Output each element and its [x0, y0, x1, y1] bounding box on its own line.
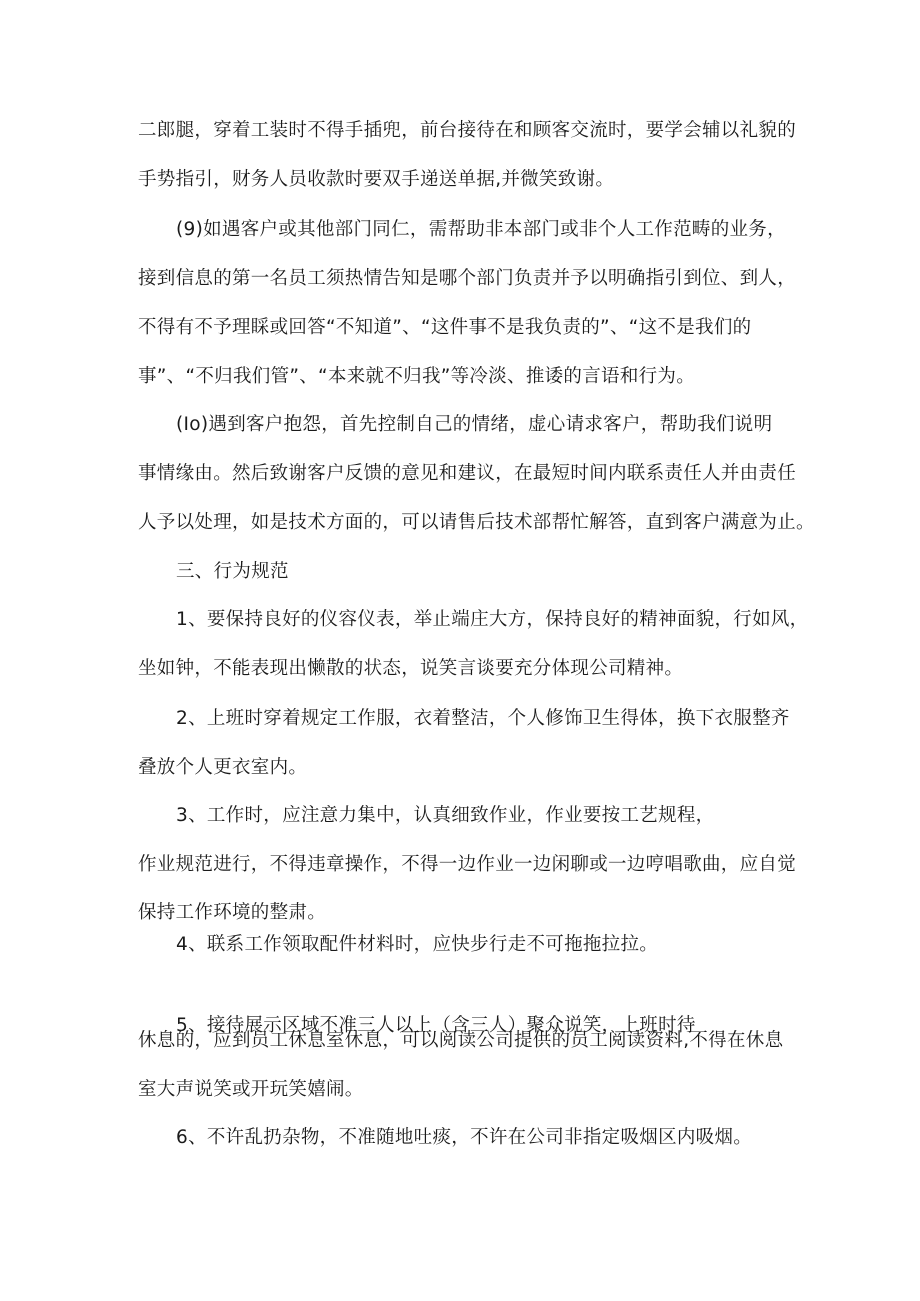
text-line: 接到信息的第一名员工须热情告知是哪个部门负责并予以明确指引到位、到人， — [138, 268, 797, 289]
text-line: 手势指引，财务人员收款时要双手递送单据,并微笑致谢。 — [138, 169, 615, 190]
text-line: 作业规范进行，不得违章操作，不得一边作业一边闲聊或一边哼唱歌曲，应自觉 — [138, 854, 797, 875]
text-line: 不得有不予理睬或回答“不知道”、“这件事不是我负责的”、“这不是我们的 — [138, 317, 752, 338]
text-line: 坐如钟，不能表现出懒散的状态，说笑言谈要充分体现公司精神。 — [138, 658, 684, 679]
text-line: 人予以处理，如是技术方面的，可以请售后技术部帮忙解答，直到客户满意为止。 — [138, 512, 815, 533]
text-line: 室大声说笑或开玩笑嬉闹。 — [138, 1079, 364, 1100]
text-line: 1、要保持良好的仪容仪表，举止端庄大方，保持良好的精神面貌，行如风， — [176, 609, 809, 630]
text-line: 3、工作时，应注意力集中，认真细致作业，作业要按工艺规程， — [176, 805, 715, 826]
text-line: 2、上班时穿着规定工作服，衣着整洁，个人修饰卫生得体，换下衣服整齐 — [176, 708, 790, 729]
text-line: 4、联系工作领取配件材料时，应快步行走不可拖拖拉拉。 — [176, 934, 659, 955]
text-line: 6、不许乱扔杂物，不准随地吐痰，不许在公司非指定吸烟区内吸烟。 — [176, 1127, 753, 1148]
text-line: 休息的，应到员工休息室休息，可以阅读公司提供的员工阅读资料,不得在休息 — [138, 1030, 784, 1051]
text-line: 5、接待展示区域不准三人以上（含三人）聚众说笑，上班时待 — [176, 1015, 696, 1036]
section-heading: 三、行为规范 — [176, 561, 289, 582]
text-line: (9)如遇客户或其他部门同仁，需帮助非本部门或非个人工作范畴的业务， — [176, 219, 786, 240]
text-line: 保持工作环境的整肃。 — [138, 902, 327, 923]
text-line: 叠放个人更衣室内。 — [138, 757, 308, 778]
text-line: 二郎腿，穿着工装时不得手插兜，前台接待在和顾客交流时，要学会辅以礼貌的 — [138, 120, 797, 141]
text-line: 事”、“不归我们管”、“本来就不归我”等冷淡、推诿的言语和行为。 — [138, 366, 696, 387]
text-line: (Io)遇到客户抱怨，首先控制自己的情绪，虚心请求客户，帮助我们说明 — [176, 414, 773, 435]
text-line: 事情缘由。然后致谢客户反馈的意见和建议，在最短时间内联系责任人并由责任 — [138, 463, 797, 484]
